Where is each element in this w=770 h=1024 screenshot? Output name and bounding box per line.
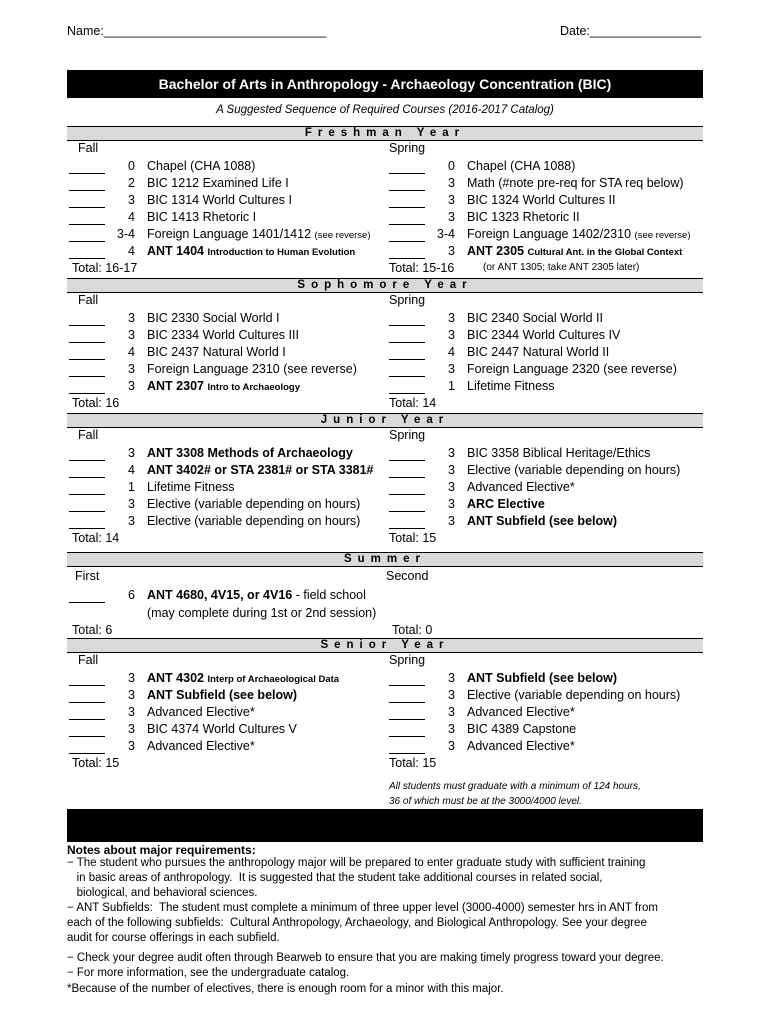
spring-total: Total: 14 — [389, 396, 437, 410]
spring-blank-line — [389, 313, 425, 326]
spring-note: (or ANT 1305; take ANT 2305 later) — [483, 262, 640, 273]
course-hours: 3 — [448, 328, 455, 342]
course-hours: 3 — [448, 671, 455, 685]
course-name — [147, 671, 339, 685]
course-name — [147, 379, 300, 393]
spring-blank-line — [389, 161, 425, 174]
graduate-note-line-1: All students must graduate with a minimum of 124 hours, — [389, 781, 641, 792]
course-name — [467, 210, 580, 224]
course-title: ANT 2307 — [147, 379, 204, 393]
spring-label: Spring — [389, 293, 426, 307]
fall-blank-line — [69, 690, 105, 703]
second-total: Total: 0 — [392, 623, 433, 637]
course-name — [467, 244, 682, 258]
band-sophomore: Sophomore Year — [67, 278, 703, 293]
course-title: Lifetime Fitness — [147, 480, 235, 494]
fall-blank-line — [69, 178, 105, 191]
course-name — [467, 480, 575, 494]
note-line: − Check your degree audit often through Bearweb to ensure that you are making timely progress toward your degree. — [67, 952, 664, 964]
course-title: BIC 2334 World Cultures III — [147, 328, 299, 342]
course-name — [467, 311, 603, 325]
course-title: BIC 2344 World Cultures IV — [467, 328, 621, 342]
spring-blank-line — [389, 246, 425, 259]
fall-label: Fall — [78, 428, 99, 442]
spring-label: Spring — [389, 141, 426, 155]
spring-blank-line — [389, 724, 425, 737]
band-freshman: Freshman Year — [67, 126, 703, 141]
course-title: BIC 1413 Rhetoric I — [147, 210, 257, 224]
course-name — [147, 446, 353, 460]
course-hours: 3 — [128, 497, 135, 511]
fall-blank-line — [69, 347, 105, 360]
spring-blank-line — [389, 482, 425, 495]
course-title: Foreign Language 2320 (see reverse) — [467, 362, 677, 376]
course-name — [467, 345, 609, 359]
note-line: biological, and behavioral sciences. — [67, 887, 258, 899]
fall-total: Total: 16 — [72, 396, 120, 410]
course-title: Elective (variable depending on hours) — [147, 497, 361, 511]
course-title: Foreign Language 1402/2310 — [467, 227, 632, 241]
course-title: ANT 2305 — [467, 244, 524, 258]
course-hours: 3 — [448, 688, 455, 702]
fall-blank-line — [69, 246, 105, 259]
fall-total: Total: 16-17 — [72, 261, 138, 275]
course-note: (see reverse) — [634, 230, 691, 241]
course-title: BIC 3358 Biblical Heritage/Ethics — [467, 446, 651, 460]
note-line: − For more information, see the undergraduate catalog. — [67, 967, 350, 979]
course-title: BIC 1212 Examined Life I — [147, 176, 289, 190]
course-title: ARC Elective — [467, 497, 545, 511]
course-title: Lifetime Fitness — [467, 379, 555, 393]
document-subtitle: A Suggested Sequence of Required Courses (2016-2017 Catalog) — [216, 104, 554, 116]
spring-total: Total: 15-16 — [389, 261, 455, 275]
notes-heading: Notes about major requirements: — [67, 843, 256, 857]
course-hours: 1 — [128, 480, 135, 494]
course-title: BIC 1314 World Cultures I — [147, 193, 292, 207]
spring-label: Spring — [389, 428, 426, 442]
course-hours: 4 — [448, 345, 455, 359]
spring-blank-line — [389, 690, 425, 703]
course-hours: 3 — [448, 362, 455, 376]
course-hours: 4 — [128, 210, 135, 224]
course-name — [467, 446, 650, 460]
course-title: Advanced Elective* — [467, 480, 575, 494]
course-title: Elective (variable depending on hours) — [467, 463, 681, 477]
spring-total: Total: 15 — [389, 756, 437, 770]
course-name — [147, 722, 297, 736]
course-note: Intro to Archaeology — [207, 382, 301, 393]
first-session-label: First — [75, 569, 100, 583]
course-name — [467, 227, 691, 241]
spring-blank-line — [389, 195, 425, 208]
fall-label: Fall — [78, 141, 99, 155]
fall-blank-line — [69, 229, 105, 242]
course-title: Advanced Elective* — [467, 739, 575, 753]
course-name — [467, 705, 575, 719]
course-hours: 4 — [128, 345, 135, 359]
fall-blank-line — [69, 516, 105, 529]
fall-label: Fall — [78, 293, 99, 307]
course-title: BIC 1324 World Cultures II — [467, 193, 616, 207]
course-hours: 3 — [128, 193, 135, 207]
fall-blank-line — [69, 482, 105, 495]
fall-blank-line — [69, 313, 105, 326]
course-hours: 3 — [448, 463, 455, 477]
course-hours: 3 — [128, 739, 135, 753]
course-name — [147, 497, 360, 511]
note-line: each of the following subfields: Cultural Anthropology, Archaeology, and Biological Anthropology. See your degree — [67, 917, 647, 929]
band-junior: Junior Year — [67, 413, 703, 428]
course-note: Cultural Ant. in the Global Context — [527, 247, 683, 258]
fall-blank-line — [69, 707, 105, 720]
course-name — [147, 463, 374, 477]
course-name — [467, 514, 617, 528]
spring-total: Total: 15 — [389, 531, 437, 545]
fall-blank-line — [69, 448, 105, 461]
spring-label: Spring — [389, 653, 426, 667]
course-hours: 2 — [128, 176, 135, 190]
course-hours: 3-4 — [436, 227, 455, 241]
course-name — [147, 210, 256, 224]
date-field-label: Date:________________ — [560, 24, 702, 38]
course-hours: 3 — [448, 311, 455, 325]
note-line: audit for course offerings in each subfield. — [67, 932, 280, 944]
fall-total: Total: 14 — [72, 531, 120, 545]
course-note: Introduction to Human Evolution — [207, 247, 356, 258]
course-hours: 3 — [128, 688, 135, 702]
course-title: Elective (variable depending on hours) — [467, 688, 681, 702]
fall-blank-line — [69, 364, 105, 377]
fall-blank-line — [69, 673, 105, 686]
fall-blank-line — [69, 161, 105, 174]
course-name — [467, 722, 576, 736]
spring-blank-line — [389, 229, 425, 242]
course-hours: 3 — [448, 193, 455, 207]
footer-bar — [67, 809, 703, 842]
course-hours: 3 — [448, 705, 455, 719]
fall-blank-line — [69, 212, 105, 225]
summer-course-note: (may complete during 1st or 2nd session) — [147, 606, 377, 620]
course-title: ANT Subfield (see below) — [147, 688, 298, 702]
fall-blank-line — [69, 330, 105, 343]
note-line: in basic areas of anthropology. It is suggested that the student take additional courses in related social, — [67, 872, 603, 884]
summer-hours: 6 — [128, 588, 135, 602]
note-line: − ANT Subfields: The student must complete a minimum of three upper level (3000-4000) semester hrs in ANT from — [67, 902, 658, 914]
course-hours: 3 — [128, 362, 135, 376]
spring-blank-line — [389, 465, 425, 478]
spring-blank-line — [389, 741, 425, 754]
course-name — [147, 244, 355, 258]
course-title: Foreign Language 1401/1412 — [147, 227, 312, 241]
course-hours: 3-4 — [116, 227, 135, 241]
graduate-note-line-2: 36 of which must be at the 3000/4000 level. — [389, 796, 582, 807]
course-title: BIC 2340 Social World II — [467, 311, 603, 325]
course-title: BIC 2447 Natural World II — [467, 345, 610, 359]
course-name — [147, 362, 357, 376]
spring-blank-line — [389, 330, 425, 343]
fall-label: Fall — [78, 653, 99, 667]
course-name — [147, 345, 286, 359]
course-hours: 3 — [128, 671, 135, 685]
band-summer: Summer — [67, 552, 703, 567]
note-line: − The student who pursues the anthropology major will be prepared to enter graduate study with sufficient training — [67, 857, 646, 869]
course-name — [467, 671, 617, 685]
fall-blank-line — [69, 195, 105, 208]
course-name — [147, 480, 235, 494]
spring-blank-line — [389, 364, 425, 377]
course-title: Math (#note pre-req for STA req below) — [467, 176, 684, 190]
course-name — [147, 514, 360, 528]
course-hours: 3 — [448, 244, 455, 258]
spring-blank-line — [389, 516, 425, 529]
course-hours: 3 — [448, 210, 455, 224]
course-name — [147, 159, 255, 173]
course-hours: 3 — [448, 497, 455, 511]
course-name — [147, 227, 371, 241]
course-hours: 3 — [448, 739, 455, 753]
course-title: ANT 3308 Methods of Archaeology — [147, 446, 353, 460]
spring-blank-line — [389, 178, 425, 191]
course-title: Elective (variable depending on hours) — [147, 514, 361, 528]
spring-blank-line — [389, 673, 425, 686]
course-title: Advanced Elective* — [147, 705, 255, 719]
course-name — [147, 328, 299, 342]
summer-course — [147, 588, 366, 602]
spring-blank-line — [389, 499, 425, 512]
fall-blank-line — [69, 724, 105, 737]
course-name — [467, 193, 615, 207]
fall-blank-line — [69, 741, 105, 754]
summer-blank-line — [69, 590, 105, 603]
course-note: (see reverse) — [314, 230, 371, 241]
course-name — [467, 739, 575, 753]
note-line: *Because of the number of electives, there is enough room for a minor with this major. — [67, 983, 504, 995]
course-title: BIC 1323 Rhetoric II — [467, 210, 580, 224]
course-title: Advanced Elective* — [467, 705, 575, 719]
course-title: ANT Subfield (see below) — [467, 514, 618, 528]
course-hours: 4 — [128, 463, 135, 477]
course-hours: 0 — [448, 159, 455, 173]
spring-blank-line — [389, 707, 425, 720]
course-name — [147, 739, 255, 753]
course-hours: 3 — [128, 328, 135, 342]
course-name — [467, 463, 680, 477]
course-name — [467, 379, 555, 393]
course-title: ANT 4302 — [147, 671, 204, 685]
course-title: BIC 4374 World Cultures V — [147, 722, 297, 736]
spring-blank-line — [389, 212, 425, 225]
course-hours: 3 — [128, 311, 135, 325]
course-hours: 1 — [448, 379, 455, 393]
course-hours: 4 — [128, 244, 135, 258]
course-title: BIC 2330 Social World I — [147, 311, 280, 325]
course-name — [147, 311, 279, 325]
fall-total: Total: 15 — [72, 756, 120, 770]
fall-blank-line — [69, 381, 105, 394]
course-name — [467, 159, 575, 173]
course-title: Advanced Elective* — [147, 739, 255, 753]
spring-blank-line — [389, 347, 425, 360]
name-field-label: Name:________________________________ — [67, 24, 327, 38]
course-hours: 3 — [128, 705, 135, 719]
course-hours: 3 — [128, 722, 135, 736]
course-note: Interp of Archaeological Data — [207, 674, 340, 685]
course-title: Foreign Language 2310 (see reverse) — [147, 362, 357, 376]
fall-blank-line — [69, 499, 105, 512]
course-hours: 3 — [448, 480, 455, 494]
course-title: ANT Subfield (see below) — [467, 671, 618, 685]
course-title: BIC 4389 Capstone — [467, 722, 577, 736]
course-name — [467, 688, 680, 702]
document-title: Bachelor of Arts in Anthropology - Archaeology Concentration (BIC) — [67, 70, 703, 98]
course-title: Chapel (CHA 1088) — [467, 159, 576, 173]
course-name — [147, 193, 292, 207]
course-hours: 3 — [448, 446, 455, 460]
course-hours: 3 — [448, 176, 455, 190]
course-hours: 3 — [128, 379, 135, 393]
course-hours: 3 — [448, 514, 455, 528]
course-name — [147, 176, 289, 190]
course-name — [467, 362, 677, 376]
summer-course-title: ANT 4680, 4V15, or 4V16 — [147, 588, 293, 602]
band-senior: Senior Year — [67, 638, 703, 653]
course-hours: 0 — [128, 159, 135, 173]
summer-course-detail: - field school — [292, 588, 366, 602]
course-name — [467, 497, 545, 511]
course-hours: 3 — [128, 514, 135, 528]
first-total: Total: 6 — [72, 623, 113, 637]
spring-blank-line — [389, 381, 425, 394]
course-name — [467, 328, 620, 342]
course-title: BIC 2437 Natural World I — [147, 345, 286, 359]
course-name — [147, 688, 297, 702]
course-hours: 3 — [128, 446, 135, 460]
fall-blank-line — [69, 465, 105, 478]
course-name — [467, 176, 684, 190]
second-session-label: Second — [386, 569, 429, 583]
course-title: ANT 3402# or STA 2381# or STA 3381# — [147, 463, 374, 477]
spring-blank-line — [389, 448, 425, 461]
course-title: ANT 1404 — [147, 244, 204, 258]
course-name — [147, 705, 255, 719]
course-title: Chapel (CHA 1088) — [147, 159, 256, 173]
course-hours: 3 — [448, 722, 455, 736]
